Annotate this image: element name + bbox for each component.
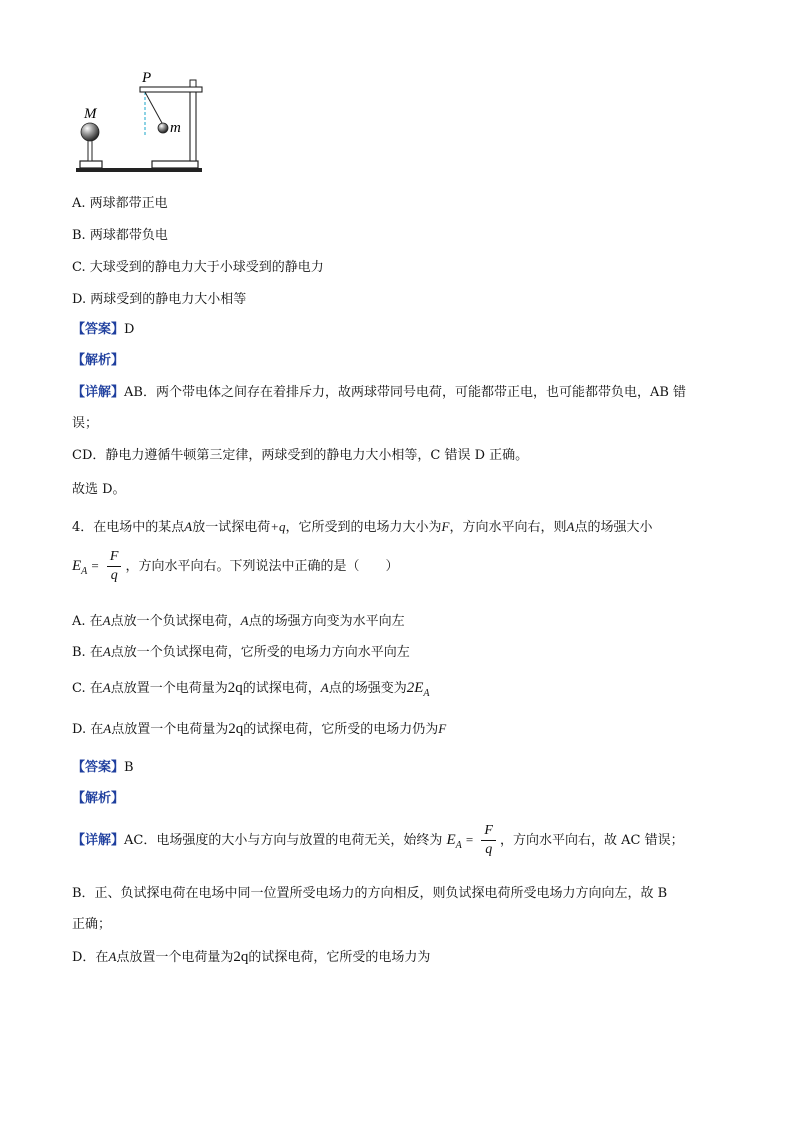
q3-answer [72,318,134,337]
q4-stem: 4．在电场中的某点A放一试探电荷+q，它所受到的电场力大小为F，方向水平向右，则A点的场强大小 [72,519,653,535]
q4-detail-b: B．正、负试探电荷在电场中同一位置所受电场力的方向相反，则负试探电荷所受电场力方向向左，故 B [72,886,668,901]
q4-option-d: D. 在A点放置一个电荷量为2q的试探电荷，它所受的电场力仍为F [72,721,447,737]
q3-conclusion: 故选 D。 [72,482,126,497]
sphere-m [158,123,168,133]
q4-detail-d: D．在A点放置一个电荷量为2q的试探电荷，它所受的电场力为 [72,949,431,965]
q4-formula-line: $E_A$ = $\frac{F}{q}$ ，方向水平向右。下列说法中正确的是（ ） [72,549,399,583]
label-M: M [84,106,97,122]
answer-value: D [124,322,135,337]
q4-analysis-tag: 【解析】 [72,791,125,806]
electrostatics-figure [72,66,212,178]
label-m: m [170,120,181,136]
q4-detail-ac: 【详解】AC．电场强度的大小与方向与放置的电荷无关，始终为 $E_A$ = $\frac{F}{q}$ ，方向水平向右，故 AC 错误； [72,823,684,857]
formula-fraction: $\frac{F}{q}$ [107,548,122,585]
sphere-M [81,123,99,141]
q4-option-a: A. 在A点放一个负试探电荷，A点的场强方向变为水平向左 [72,613,405,629]
q3-detail-cd: CD．静电力遵循牛顿第三定律，两球受到的静电力大小相等，C 错误 D 正确。 [72,448,529,463]
q3-option-d: D. 两球受到的静电力大小相等 [72,292,247,307]
q4-option-c: C. 在A点放置一个电荷量为2q的试探电荷，A点的场强变为$2E_A$ [72,680,430,699]
q3-analysis-tag: 【解析】 [72,353,125,368]
q4-option-b: B. 在A点放一个负试探电荷，它所受的电场力方向水平向左 [72,644,410,660]
detail-tag: 【详解】 [72,385,125,400]
label-P: P [142,70,152,86]
q3-detail-ab-cont: 误； [72,416,99,431]
answer-tag: 【答案】 [72,322,125,337]
q3-detail-ab: 【详解】AB．两个带电体之间存在着排斥力，故两球带同号电荷，可能都带正电，也可能都带负电，AB 错 [72,385,687,400]
q4-detail-b-cont: 正确； [72,917,112,932]
q3-option-b: B. 两球都带负电 [72,228,168,243]
q3-option-c: C. 大球受到的静电力大于小球受到的静电力 [72,260,324,275]
q3-option-a: A. 两球都带正电 [72,196,168,211]
formula-EA: $E_A$ [72,558,88,577]
q4-answer: 【答案】B [72,760,134,775]
